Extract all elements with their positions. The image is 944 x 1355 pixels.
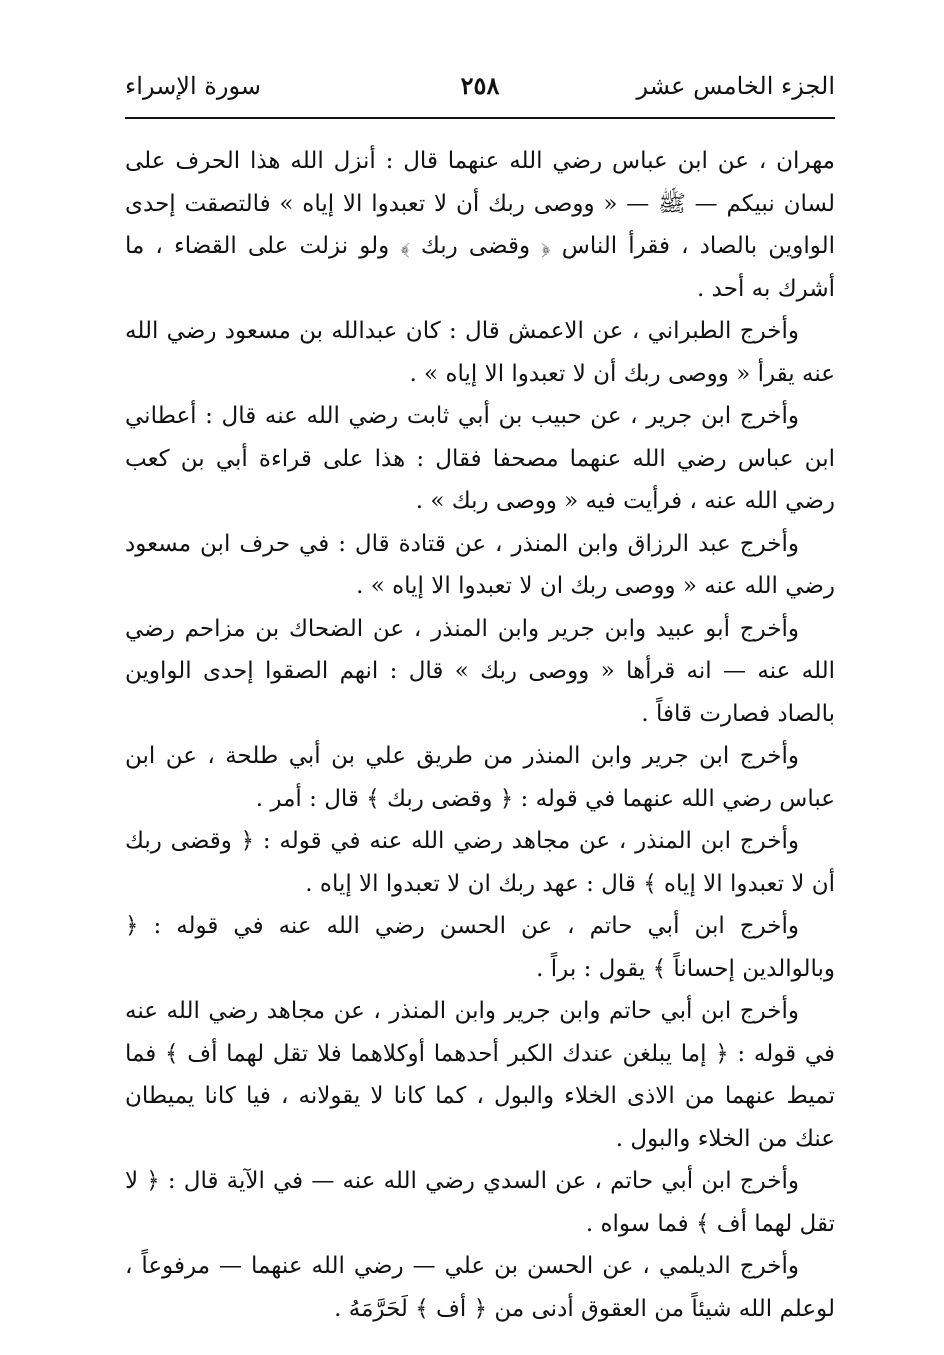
juz-label: الجزء الخامس عشر bbox=[636, 72, 835, 100]
paragraph-ibn-jarir-ali: وأخرج ابن جرير وابن المنذر من طريق علي بن أبي طلحة ، عن ابن عباس رضي الله عنهما في قوله : ﴿ وقضى ربك ﴾ قال : أمر . bbox=[125, 743, 835, 812]
page-body bbox=[125, 140, 835, 1330]
paragraph-abu-ubayd: وأخرج أبو عبيد وابن جرير وابن المنذر ، عن الضحاك بن مزاحم رضي الله عنه — انه قرأها « ووصى ربك » قال : انهم الصقوا إحدى الواوين بالصاد فصارت قافاً . bbox=[125, 615, 835, 727]
page bbox=[125, 0, 835, 1355]
paragraph-continuation: مهران ، عن ابن عباس رضي الله عنهما قال : أنزل الله هذا الحرف على لسان نبيكم — ﷺ — « ووصى ربك أن لا تعبدوا الا إياه » فالتصقت إحدى الواوين بالصاد ، فقرأ الناس ﴿ وقضى ربك ﴾ ولو نزلت على القضاء ، ما أشرك به أحد . bbox=[125, 148, 835, 302]
running-header bbox=[125, 66, 835, 106]
paragraph-abd-alrazzaq: وأخرج عبد الرزاق وابن المنذر ، عن قتادة قال : في حرف ابن مسعود رضي الله عنه « ووصى ربك ان لا تعبدوا الا إياه » . bbox=[125, 530, 835, 599]
paragraph-ibn-jarir-habib: وأخرج ابن جرير ، عن حبيب بن أبي ثابت رضي الله عنه قال : أعطاني ابن عباس رضي الله عنهما مصحفا فقال : هذا على قراءة أبي بن كعب رضي الله عنه ، فرأيت فيه « ووصى ربك » . bbox=[125, 403, 835, 514]
page-number: ٢٥٨ bbox=[460, 71, 500, 100]
paragraph-ibn-abi-hatim-suddi: وأخرج ابن أبي حاتم ، عن السدي رضي الله عنه — في الآية قال : ﴿ لا تقل لهما أف ﴾ فما سواه . bbox=[125, 1168, 835, 1237]
paragraph-ibn-abi-hatim-hasan: وأخرج ابن أبي حاتم ، عن الحسن رضي الله عنه في قوله : ﴿ وبالوالدين إحساناً ﴾ يقول : براً . bbox=[125, 913, 835, 982]
paragraph-ibn-almundhir-mujahid: وأخرج ابن المنذر ، عن مجاهد رضي الله عنه في قوله : ﴿ وقضى ربك أن لا تعبدوا الا إياه ﴾ قال : عهد ربك ان لا تعبدوا الا إياه . bbox=[125, 828, 835, 897]
surah-label: سورة الإسراء bbox=[125, 72, 261, 100]
paragraph-tabarani: وأخرج الطبراني ، عن الاعمش قال : كان عبدالله بن مسعود رضي الله عنه يقرأ « ووصى ربك أن لا تعبدوا الا إياه » . bbox=[125, 318, 835, 387]
paragraph-ibn-abi-hatim-mujahid: وأخرج ابن أبي حاتم وابن جرير وابن المنذر ، عن مجاهد رضي الله عنه في قوله : ﴿ إما يبلغن عندك الكبر أحدهما أوكلاهما فلا تقل لهما أف ﴾ فما تميط عنهما من الاذى الخلاء والبول ، كما كانا لا يقولانه ، فيا كانا يميطان عنك من الخلاء والبول . bbox=[125, 998, 835, 1152]
paragraph-daylami: وأخرج الديلمي ، عن الحسن بن علي — رضي الله عنهما — مرفوعاً ، لوعلم الله شيئاً من العقوق أدنى من ﴿ أف ﴾ لَحَرَّمَهُ . bbox=[125, 1253, 835, 1322]
header-rule bbox=[125, 117, 835, 119]
